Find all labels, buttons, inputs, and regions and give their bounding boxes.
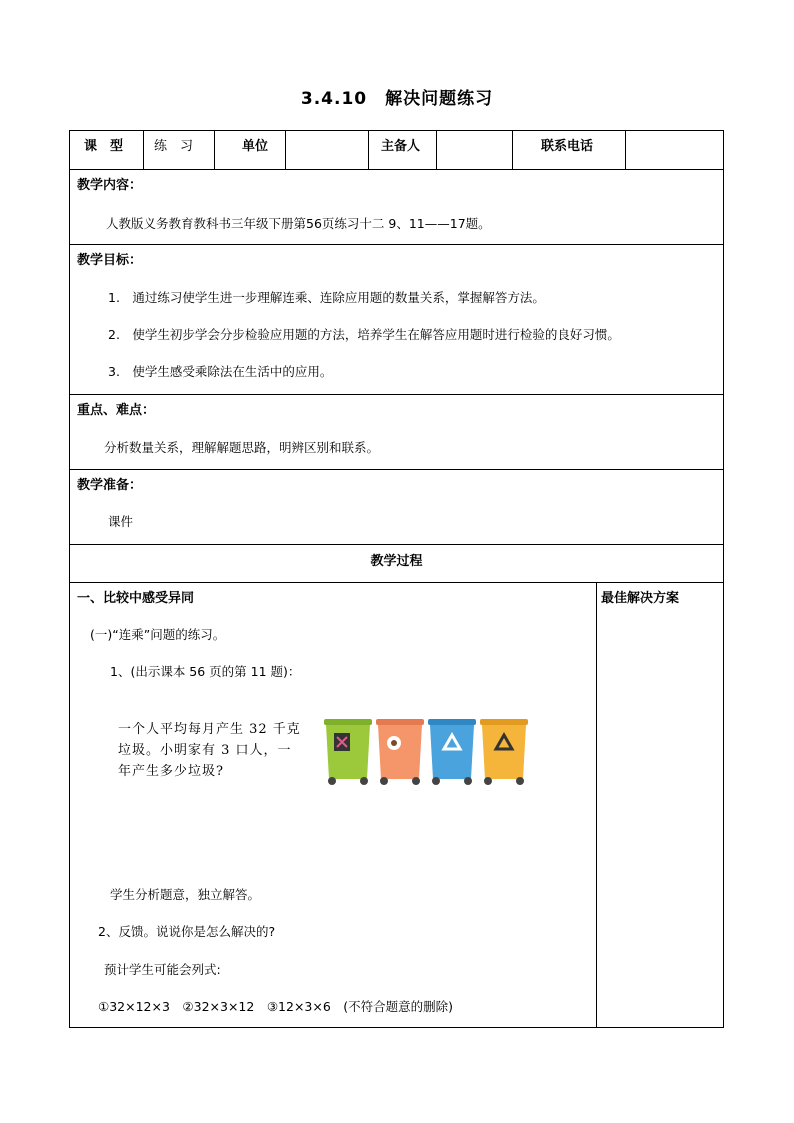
problem-text bbox=[118, 719, 318, 782]
blue-bin-icon bbox=[428, 719, 476, 785]
problem-line-3: 年产生多少垃圾? bbox=[118, 764, 224, 779]
goal-item-3: 3. 使学生感受乘除法在生活中的应用。 bbox=[108, 364, 333, 379]
yellow-bin-icon bbox=[480, 719, 528, 785]
phone-label: 联系电话 bbox=[541, 139, 594, 154]
prep-heading: 教学准备： bbox=[77, 478, 143, 493]
formulas-text: ①32×12×3 ②32×3×12 ③12×3×6 (不符合题意的删除) bbox=[98, 999, 454, 1014]
document-title: 3.4.10 解决问题练习 bbox=[300, 89, 494, 109]
content-heading: 教学内容： bbox=[77, 178, 143, 193]
analysis-text: 学生分析题意，独立解答。 bbox=[110, 887, 261, 902]
header-row bbox=[70, 131, 723, 170]
keypoints-row bbox=[70, 395, 723, 470]
problem-line-1: 一个人平均每月产生 32 千克 bbox=[118, 722, 301, 737]
section1-heading: 一、比较中感受异同 bbox=[77, 591, 195, 606]
orange-bin-icon bbox=[376, 719, 424, 785]
trash-bins-image bbox=[322, 713, 532, 787]
item1-text: 1、(出示课本 56 页的第 11 题)： bbox=[110, 664, 301, 679]
goal-item-1: 1. 通过练习使学生进一步理解连乘、连除应用题的数量关系，掌握解答方法。 bbox=[108, 290, 545, 305]
sub1-text: (一)“连乘”问题的练习。 bbox=[90, 627, 226, 642]
goals-heading: 教学目标： bbox=[77, 253, 143, 268]
goals-row bbox=[70, 245, 723, 395]
predict-text: 预计学生可能会列式: bbox=[104, 962, 221, 977]
lesson-plan-table bbox=[69, 130, 724, 1028]
prep-text: 课件 bbox=[108, 514, 134, 529]
content-text: 人教版义务教育教科书三年级下册第56页练习十二 9、11——17题。 bbox=[106, 216, 491, 231]
type-label: 课 型 bbox=[84, 139, 124, 154]
preparer-label: 主备人 bbox=[381, 139, 421, 154]
unit-label: 单位 bbox=[242, 139, 269, 154]
type-value: 练 习 bbox=[154, 139, 194, 154]
prep-row bbox=[70, 470, 723, 545]
content-row bbox=[70, 170, 723, 245]
process-heading-row bbox=[70, 545, 723, 583]
solution-heading: 最佳解决方案 bbox=[601, 591, 680, 606]
keypoints-text: 分析数量关系，理解解题思路，明辨区别和联系。 bbox=[104, 440, 380, 455]
keypoints-heading: 重点、难点： bbox=[77, 403, 156, 418]
process-heading: 教学过程 bbox=[370, 554, 423, 569]
problem-line-2: 垃圾。小明家有 3 口人，一 bbox=[118, 743, 292, 758]
goal-item-2: 2. 使学生初步学会分步检验应用题的方法，培养学生在解答应用题时进行检验的良好习惯。 bbox=[108, 327, 620, 342]
green-bin-icon bbox=[324, 719, 372, 785]
item2-text: 2、反馈。说说你是怎么解决的? bbox=[98, 924, 276, 939]
